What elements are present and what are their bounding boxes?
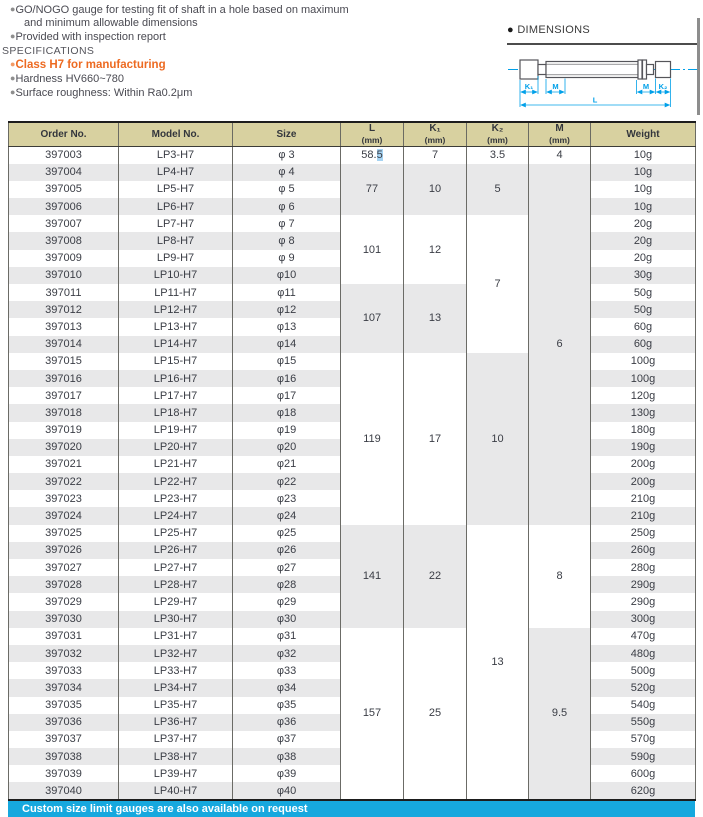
weight-cell: 540g	[591, 697, 696, 714]
dimensions-title	[507, 24, 698, 45]
weight-cell: 290g	[591, 576, 696, 593]
weight-cell: 190g	[591, 439, 696, 456]
header-m	[529, 122, 591, 147]
size-cell: φ24	[233, 507, 341, 524]
size-cell: φ35	[233, 697, 341, 714]
weight-cell: 480g	[591, 645, 696, 662]
header-label: M	[555, 123, 564, 134]
size-cell: φ 8	[233, 232, 341, 249]
feature-item	[2, 3, 482, 17]
m-right-label: M	[642, 82, 650, 91]
model-cell: LP5-H7	[119, 181, 233, 198]
order-cell: 397031	[9, 628, 119, 645]
size-cell: φ19	[233, 422, 341, 439]
size-cell: φ22	[233, 473, 341, 490]
weight-cell: 60g	[591, 336, 696, 353]
l-dim-cell: 141	[341, 525, 404, 628]
header-unit: (mm)	[487, 135, 508, 145]
m-dim-cell: 9.5	[529, 628, 591, 800]
text-selection-highlight: 5	[376, 149, 383, 162]
size-cell: φ38	[233, 748, 341, 765]
order-cell: 397019	[9, 422, 119, 439]
header-k1	[404, 122, 467, 147]
model-cell: LP25-H7	[119, 525, 233, 542]
k1-dim-cell: 7	[404, 147, 467, 164]
model-cell: LP13-H7	[119, 318, 233, 335]
order-cell: 397034	[9, 679, 119, 696]
spec-surface-text: Surface roughness: Within Ra0.2μm	[15, 87, 193, 100]
spec-table	[8, 121, 696, 801]
order-cell: 397035	[9, 697, 119, 714]
order-cell: 397037	[9, 731, 119, 748]
order-cell: 397030	[9, 611, 119, 628]
size-cell: φ18	[233, 404, 341, 421]
k1-dim-cell: 12	[404, 215, 467, 284]
size-cell: φ 5	[233, 181, 341, 198]
header-size	[233, 122, 341, 147]
table-row	[9, 628, 696, 645]
order-cell: 397039	[9, 765, 119, 782]
size-cell: φ27	[233, 559, 341, 576]
weight-cell: 20g	[591, 250, 696, 267]
weight-cell: 130g	[591, 404, 696, 421]
table-header-row	[9, 122, 696, 147]
k1-dim-cell: 13	[404, 284, 467, 353]
table-row	[9, 284, 696, 301]
feature-text: Provided with inspection report	[15, 31, 166, 44]
header-label: Model No.	[151, 128, 200, 140]
spec-class-text: Class H7 for manufacturing	[15, 58, 166, 71]
order-cell: 397005	[9, 181, 119, 198]
weight-cell: 10g	[591, 147, 696, 164]
size-cell: φ 3	[233, 147, 341, 164]
weight-cell: 550g	[591, 714, 696, 731]
weight-cell: 620g	[591, 782, 696, 799]
model-cell: LP7-H7	[119, 215, 233, 232]
order-cell: 397029	[9, 593, 119, 610]
order-cell: 397010	[9, 267, 119, 284]
order-cell: 397007	[9, 215, 119, 232]
order-cell: 397028	[9, 576, 119, 593]
l-dim-cell: 107	[341, 284, 404, 353]
model-cell: LP12-H7	[119, 301, 233, 318]
dimensions-panel	[507, 24, 698, 112]
model-cell: LP8-H7	[119, 232, 233, 249]
size-cell: φ14	[233, 336, 341, 353]
bullet-icon: ●	[10, 4, 16, 14]
order-cell: 397017	[9, 387, 119, 404]
bullet-icon: ●	[10, 58, 16, 69]
header-weight	[591, 122, 696, 147]
l-dim-cell: 101	[341, 215, 404, 284]
weight-cell: 50g	[591, 284, 696, 301]
size-cell: φ 6	[233, 198, 341, 215]
order-cell: 397016	[9, 370, 119, 387]
weight-cell: 10g	[591, 164, 696, 181]
feature-text: GO/NOGO gauge for testing fit of shaft in a hole based on maximum	[15, 4, 349, 16]
size-cell: φ13	[233, 318, 341, 335]
order-cell: 397006	[9, 198, 119, 215]
model-cell: LP24-H7	[119, 507, 233, 524]
order-cell: 397011	[9, 284, 119, 301]
m-left-label: M	[552, 82, 559, 91]
model-cell: LP16-H7	[119, 370, 233, 387]
size-cell: φ25	[233, 525, 341, 542]
order-cell: 397040	[9, 782, 119, 799]
size-cell: φ11	[233, 284, 341, 301]
order-cell: 397004	[9, 164, 119, 181]
m-dim-cell: 4	[529, 147, 591, 164]
model-cell: LP33-H7	[119, 662, 233, 679]
model-cell: LP14-H7	[119, 336, 233, 353]
k1-dim-cell: 17	[404, 353, 467, 525]
size-cell: φ 7	[233, 215, 341, 232]
size-cell: φ 4	[233, 164, 341, 181]
k1-label: K₁	[524, 82, 534, 91]
size-cell: φ31	[233, 628, 341, 645]
order-cell: 397022	[9, 473, 119, 490]
spec-hardness-text: Hardness HV660~780	[15, 73, 124, 86]
header-label: Size	[276, 128, 297, 140]
model-cell: LP26-H7	[119, 542, 233, 559]
size-cell: φ21	[233, 456, 341, 473]
model-cell: LP30-H7	[119, 611, 233, 628]
size-cell: φ15	[233, 353, 341, 370]
size-cell: φ40	[233, 782, 341, 799]
model-cell: LP29-H7	[119, 593, 233, 610]
model-cell: LP11-H7	[119, 284, 233, 301]
bullet-icon: ●	[10, 87, 16, 98]
order-cell: 397015	[9, 353, 119, 370]
header-label: Weight	[626, 128, 660, 140]
size-cell: φ36	[233, 714, 341, 731]
model-cell: LP39-H7	[119, 765, 233, 782]
weight-cell: 520g	[591, 679, 696, 696]
weight-cell: 120g	[591, 387, 696, 404]
size-cell: φ26	[233, 542, 341, 559]
weight-cell: 200g	[591, 473, 696, 490]
weight-cell: 300g	[591, 611, 696, 628]
weight-cell: 500g	[591, 662, 696, 679]
m-dim-cell: 6	[529, 164, 591, 525]
model-cell: LP19-H7	[119, 422, 233, 439]
spec-item-surface	[2, 86, 482, 100]
order-cell: 397008	[9, 232, 119, 249]
size-cell: φ16	[233, 370, 341, 387]
weight-cell: 280g	[591, 559, 696, 576]
k2-dim-cell: 10	[467, 353, 529, 525]
order-cell: 397026	[9, 542, 119, 559]
model-cell: LP17-H7	[119, 387, 233, 404]
spec-item-class	[2, 58, 482, 72]
footer-note-bar	[8, 801, 695, 817]
model-cell: LP15-H7	[119, 353, 233, 370]
size-cell: φ29	[233, 593, 341, 610]
model-cell: LP20-H7	[119, 439, 233, 456]
order-cell: 397013	[9, 318, 119, 335]
header-l	[341, 122, 404, 147]
weight-cell: 600g	[591, 765, 696, 782]
model-cell: LP9-H7	[119, 250, 233, 267]
header-model-no	[119, 122, 233, 147]
model-cell: LP36-H7	[119, 714, 233, 731]
specifications-heading: SPECIFICATIONS	[2, 44, 95, 57]
order-cell: 397025	[9, 525, 119, 542]
size-cell: φ10	[233, 267, 341, 284]
k2-dim-cell: 5	[467, 164, 529, 216]
weight-cell: 10g	[591, 198, 696, 215]
gauge-table-body	[9, 147, 696, 800]
size-cell: φ12	[233, 301, 341, 318]
header-unit: (mm)	[549, 135, 570, 145]
size-cell: φ28	[233, 576, 341, 593]
size-cell: φ39	[233, 765, 341, 782]
k2-dim-cell: 7	[467, 215, 529, 353]
model-cell: LP31-H7	[119, 628, 233, 645]
spec-item-hardness	[2, 72, 482, 86]
model-cell: LP38-H7	[119, 748, 233, 765]
model-cell: LP27-H7	[119, 559, 233, 576]
model-cell: LP6-H7	[119, 198, 233, 215]
l-dim-cell: 58.5	[341, 147, 404, 164]
weight-cell: 210g	[591, 507, 696, 524]
l-dim-cell: 77	[341, 164, 404, 216]
model-cell: LP35-H7	[119, 697, 233, 714]
feature-text: and minimum allowable dimensions	[24, 17, 198, 30]
order-cell: 397018	[9, 404, 119, 421]
header-label: K₂	[491, 123, 504, 134]
size-cell: φ23	[233, 490, 341, 507]
table-row	[9, 525, 696, 542]
model-cell: LP10-H7	[119, 267, 233, 284]
weight-cell: 260g	[591, 542, 696, 559]
size-cell: φ37	[233, 731, 341, 748]
model-cell: LP32-H7	[119, 645, 233, 662]
header-label: L	[368, 123, 376, 134]
weight-cell: 30g	[591, 267, 696, 284]
size-cell: φ33	[233, 662, 341, 679]
model-cell: LP3-H7	[119, 147, 233, 164]
order-cell: 397024	[9, 507, 119, 524]
size-cell: φ34	[233, 679, 341, 696]
model-cell: LP28-H7	[119, 576, 233, 593]
weight-cell: 590g	[591, 748, 696, 765]
feature-item	[2, 30, 482, 44]
bullet-icon: ●	[10, 31, 16, 42]
k1-dim-cell: 22	[404, 525, 467, 628]
bullet-icon: ●	[507, 24, 514, 36]
order-cell: 397014	[9, 336, 119, 353]
dimensions-title-text: DIMENSIONS	[517, 24, 590, 36]
header-label: K₁	[429, 123, 441, 134]
model-cell: LP37-H7	[119, 731, 233, 748]
size-cell: φ32	[233, 645, 341, 662]
k1-dim-cell: 10	[404, 164, 467, 216]
k2-dim-cell: 3.5	[467, 147, 529, 164]
weight-cell: 50g	[591, 301, 696, 318]
page-edge-line	[697, 18, 700, 115]
l-dim-cell: 157	[341, 628, 404, 800]
size-cell: φ17	[233, 387, 341, 404]
order-cell: 397033	[9, 662, 119, 679]
model-cell: LP40-H7	[119, 782, 233, 799]
k2-label: K₂	[658, 82, 668, 91]
size-cell: φ20	[233, 439, 341, 456]
model-cell: LP34-H7	[119, 679, 233, 696]
weight-cell: 210g	[591, 490, 696, 507]
bullet-icon: ●	[10, 73, 16, 84]
gauge-diagram	[507, 48, 698, 112]
size-cell: φ 9	[233, 250, 341, 267]
weight-cell: 250g	[591, 525, 696, 542]
weight-cell: 290g	[591, 593, 696, 610]
model-cell: LP23-H7	[119, 490, 233, 507]
order-cell: 397027	[9, 559, 119, 576]
feature-text-wrap	[2, 17, 482, 30]
order-cell: 397021	[9, 456, 119, 473]
order-cell: 397020	[9, 439, 119, 456]
order-cell: 397036	[9, 714, 119, 731]
weight-cell: 100g	[591, 370, 696, 387]
model-cell: LP21-H7	[119, 456, 233, 473]
weight-cell: 180g	[591, 422, 696, 439]
k2-dim-cell: 13	[467, 525, 529, 800]
weight-cell: 570g	[591, 731, 696, 748]
intro-section	[2, 3, 482, 100]
weight-cell: 200g	[591, 456, 696, 473]
model-cell: LP4-H7	[119, 164, 233, 181]
l-label: L	[592, 95, 598, 105]
size-cell: φ30	[233, 611, 341, 628]
order-cell: 397009	[9, 250, 119, 267]
model-cell: LP22-H7	[119, 473, 233, 490]
order-cell: 397038	[9, 748, 119, 765]
m-dim-cell: 8	[529, 525, 591, 628]
l-dim-cell: 119	[341, 353, 404, 525]
k1-dim-cell: 25	[404, 628, 467, 800]
table-row	[9, 147, 696, 164]
table-row	[9, 164, 696, 181]
weight-cell: 10g	[591, 181, 696, 198]
footer-note-text: Custom size limit gauges are also available on request	[22, 803, 308, 815]
order-cell: 397012	[9, 301, 119, 318]
weight-cell: 20g	[591, 215, 696, 232]
table-row	[9, 353, 696, 370]
order-cell: 397023	[9, 490, 119, 507]
weight-cell: 100g	[591, 353, 696, 370]
table-row	[9, 215, 696, 232]
order-cell: 397003	[9, 147, 119, 164]
header-unit: (mm)	[361, 135, 383, 145]
header-order-no	[9, 122, 119, 147]
gauge-outline	[520, 60, 671, 79]
order-cell: 397032	[9, 645, 119, 662]
weight-cell: 20g	[591, 232, 696, 249]
weight-cell: 470g	[591, 628, 696, 645]
model-cell: LP18-H7	[119, 404, 233, 421]
header-label: Order No.	[40, 128, 87, 140]
header-unit: (mm)	[424, 135, 446, 145]
header-k2	[467, 122, 529, 147]
weight-cell: 60g	[591, 318, 696, 335]
